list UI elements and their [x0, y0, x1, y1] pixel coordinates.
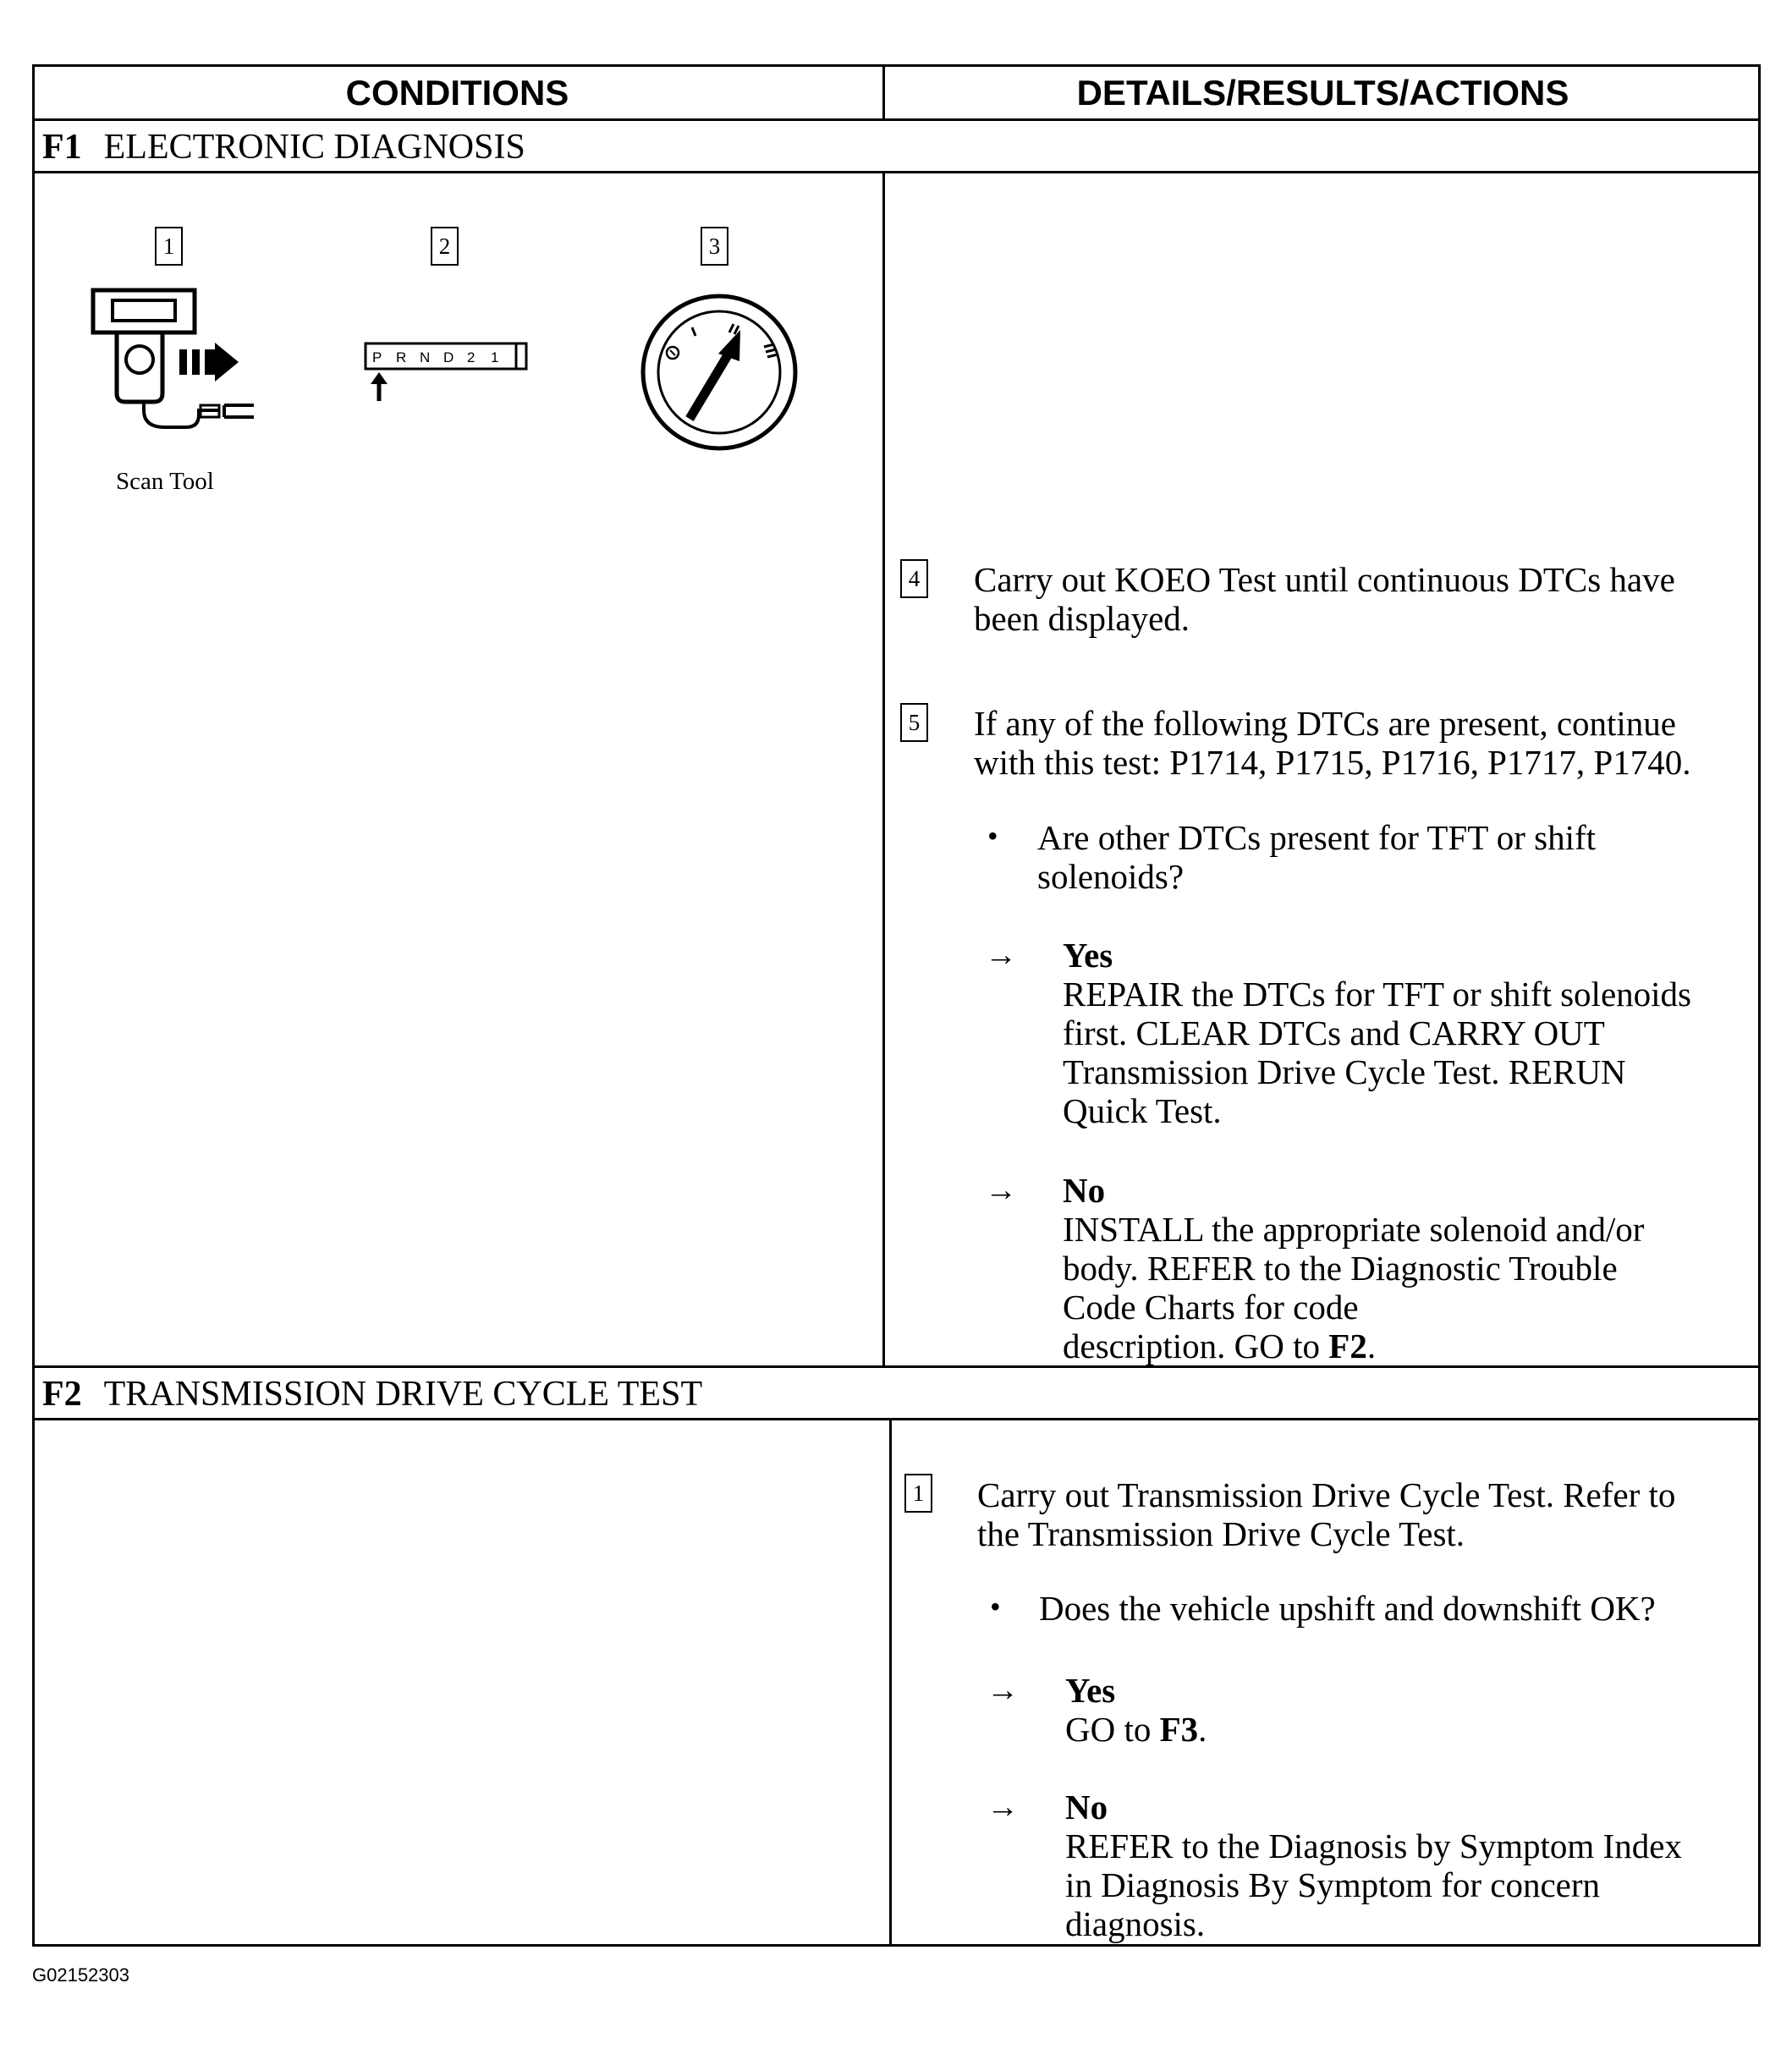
f1-column-divider — [882, 171, 885, 1367]
f2-no-text-line-1: REFER to the Diagnosis by Symptom Index — [1065, 1827, 1682, 1865]
step-box-4: 4 — [900, 559, 928, 598]
section-name-f1: ELECTRONIC DIAGNOSIS — [103, 128, 525, 167]
question-line-2: solenoids? — [1037, 857, 1185, 896]
step-box-1: 1 — [155, 227, 183, 266]
no-text-line-1: INSTALL the appropriate solenoid and/or — [1063, 1210, 1645, 1249]
step-5-text-line-1: If any of the following DTCs are present, continue — [974, 704, 1677, 743]
f2-no-text-line-2: in Diagnosis By Symptom for concern — [1065, 1865, 1601, 1904]
f2-question-bullet: • — [990, 1590, 1001, 1623]
figure-code: G02152303 — [32, 1964, 129, 1986]
no-label: No — [1063, 1171, 1106, 1210]
f2-step-1-text-line-1: Carry out Transmission Drive Cycle Test. Refer to — [977, 1475, 1676, 1514]
question-bullet: • — [987, 819, 998, 853]
yes-text-line-1: REPAIR the DTCs for TFT or shift solenoids — [1063, 975, 1691, 1014]
gear-letter: D — [443, 349, 454, 365]
f2-yes-label: Yes — [1065, 1671, 1116, 1710]
scan-tool-label: Scan Tool — [116, 468, 214, 495]
yes-label: Yes — [1063, 936, 1113, 975]
yes-text-line-4: Quick Test. — [1063, 1091, 1222, 1130]
gear-letter: R — [396, 349, 407, 365]
f2-no-label: No — [1065, 1788, 1108, 1827]
f2-yes-text-line-1: GO to F3. — [1065, 1710, 1207, 1749]
f2-yes-arrow-icon: → — [987, 1673, 1019, 1708]
scan-tool-icon — [85, 283, 262, 436]
no-text-line-2: body. REFER to the Diagnostic Trouble — [1063, 1249, 1618, 1288]
f2-column-divider — [889, 1418, 892, 1947]
f2-step-box-1: 1 — [904, 1474, 932, 1513]
section-number-f2: F2 — [42, 1375, 82, 1414]
step-5-text-line-2: with this test: P1714, P1715, P1716, P1717, P1740. — [974, 743, 1691, 782]
step-4-text-line-2: been displayed. — [974, 599, 1190, 638]
no-text-line-3: Code Charts for code — [1063, 1288, 1359, 1327]
ignition-switch-icon — [639, 292, 800, 453]
gear-letter: P — [372, 349, 382, 365]
gear-letter: 1 — [491, 349, 499, 365]
step-box-3: 3 — [701, 227, 728, 266]
section-title-f1 — [42, 121, 525, 173]
f2-no-text-line-3: diagnosis. — [1065, 1904, 1206, 1943]
no-text-line-4: description. GO to F2. — [1063, 1327, 1377, 1365]
step-4-text-line-1: Carry out KOEO Test until continuous DTCs have — [974, 560, 1675, 599]
no-arrow-icon: → — [985, 1173, 1017, 1208]
yes-arrow-icon: → — [985, 937, 1017, 973]
details-header: DETAILS/RESULTS/ACTIONS — [1076, 72, 1569, 113]
yes-text-line-3: Transmission Drive Cycle Test. RERUN — [1063, 1052, 1626, 1091]
step-box-5: 5 — [900, 703, 928, 742]
goto-f2-link: F2 — [1328, 1327, 1367, 1365]
gear-letter: 2 — [467, 349, 475, 365]
f2-no-arrow-icon: → — [987, 1789, 1019, 1825]
yes-text-line-2: first. CLEAR DTCs and CARRY OUT — [1063, 1014, 1605, 1052]
gear-letter: N — [420, 349, 431, 365]
f2-step-1-text-line-2: the Transmission Drive Cycle Test. — [977, 1514, 1465, 1553]
section-name-f2: TRANSMISSION DRIVE CYCLE TEST — [103, 1375, 703, 1414]
step-box-2: 2 — [431, 227, 459, 266]
conditions-header: CONDITIONS — [345, 72, 569, 113]
goto-f3-link: F3 — [1159, 1710, 1199, 1749]
section-number-f1: F1 — [42, 128, 82, 167]
f2-question-line-1: Does the vehicle upshift and downshift OK? — [1039, 1589, 1656, 1628]
gear-selector-icon — [362, 340, 531, 408]
question-line-1: Are other DTCs present for TFT or shift — [1037, 818, 1597, 857]
section-title-f2 — [42, 1368, 702, 1420]
